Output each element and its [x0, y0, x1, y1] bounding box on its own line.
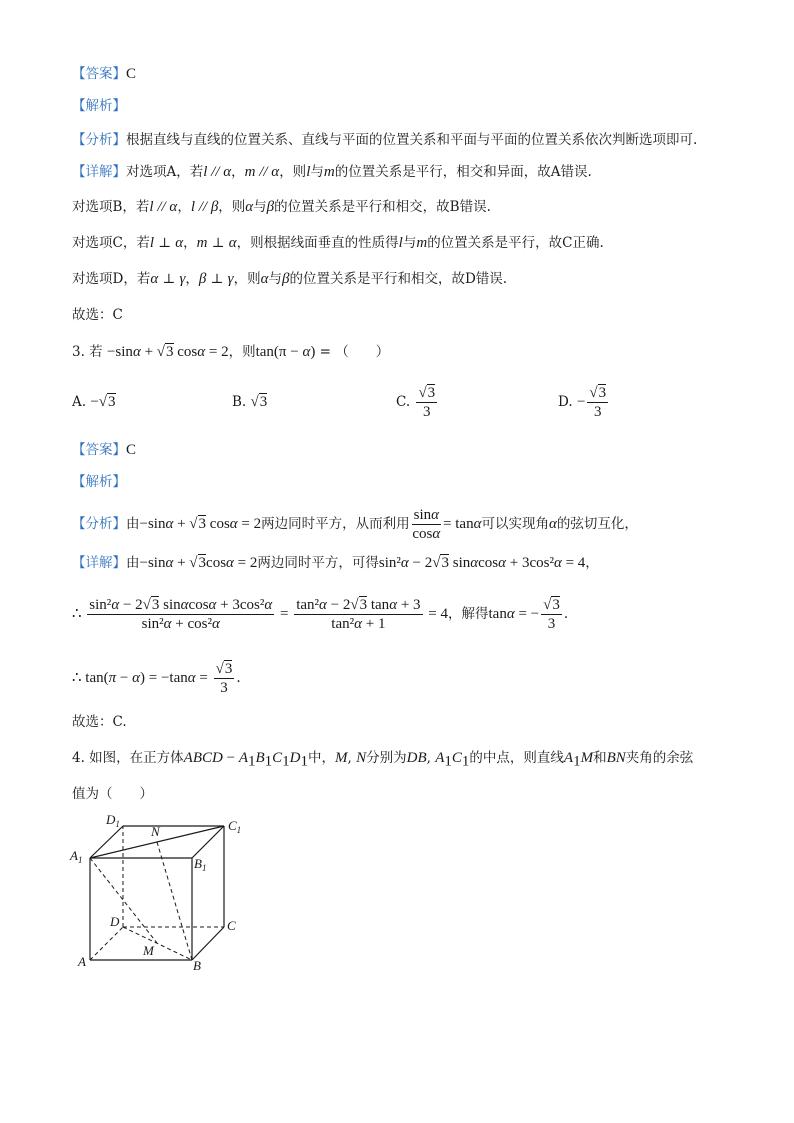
analysis-tag-3: 【解析】: [72, 474, 126, 490]
label-b: B: [193, 958, 201, 973]
analysis-tag: 【解析】: [72, 98, 126, 114]
q3-stem: 3. 若 −sinα + √3 cosα = 2，则tan(π − α) = （ ）: [72, 344, 390, 360]
q3-option-d[interactable]: D. − $\frac{√3}{3}$: [558, 385, 607, 420]
q4-stem-1: 4. 如图，在正方体ABCD − $A_1B_1C_1D_1$中，M, N分别为DB, $A_1C_1$的中点，则直线$A_1M$和BN夹角的余弦: [72, 750, 694, 770]
q3-option-c[interactable]: C. $\frac{√3}{3}$: [396, 385, 436, 420]
q2-analysis-heading: [72, 96, 126, 116]
q3-detail-3: ∴ tan(π − α) = −tanα = $\frac{√3}{3}$ .: [72, 661, 241, 696]
cube-figure: [66, 810, 246, 980]
detail-tag-3: 【详解】: [72, 555, 126, 571]
label-n: N: [151, 824, 160, 839]
label-b1: $B_1$: [194, 856, 207, 873]
q2-fenxi-line: [72, 130, 697, 150]
label-a: A: [78, 954, 86, 969]
q3-fenxi-line: 【分析】由−sinα + √3 cosα = 2两边同时平方，从而利用 $\frac{\sin\alpha}{\cos\alpha}$ = tanα可以实现角α的弦切互化，: [72, 507, 638, 542]
label-d1: $D_1$: [106, 812, 120, 829]
label-c1: $C_1$: [228, 818, 242, 835]
fenxi-tag-3: 【分析】: [72, 516, 126, 532]
answer-value-3: C: [126, 442, 137, 458]
q4-stem-2: 值为（ ）: [72, 786, 153, 802]
q3-detail-1: 【详解】由−sinα + √3cosα = 2两边同时平方，可得sin²α − 2√3 sinαcosα + 3cos²α = 4，: [72, 555, 599, 571]
q2-fenxi-text: 根据直线与直线的位置关系、直线与平面的位置关系和平面与平面的位置关系依次判断选项即可.: [126, 132, 698, 148]
q2-detail-d: 对选项D，若α ⊥ γ，β ⊥ γ，则α与β的位置关系是平行和相交，故D错误.: [72, 271, 508, 287]
answer-tag-3: 【答案】: [72, 442, 126, 458]
q2-detail-c: 对选项C，若l ⊥ α，m ⊥ α，则根据线面垂直的性质得l与m的位置关系是平行，故C正确.: [72, 235, 604, 251]
q3-analysis-heading: [72, 472, 126, 492]
q2-choice: 故选：C: [72, 307, 123, 323]
q3-detail-2: ∴ $\frac{\text{sin²α − 2√3 sinαcosα + 3cos²α}}{\text{sin²α + cos²α}}$ = $\frac{\text{tan²α − 2√3 tanα + 3}}{\text{tan²α + 1}}$ = 4，解得tanα = − $\frac{√3}{3}$ .: [72, 597, 569, 632]
q2-detail-a: 【详解】对选项A，若l // α，m // α，则l与m的位置关系是平行，相交和异面，故A错误.: [72, 164, 592, 180]
edge-b-c: [192, 927, 224, 960]
label-c: C: [227, 918, 236, 933]
label-a1: $A_1$: [70, 848, 83, 865]
q3-choice: 故选：C.: [72, 714, 127, 730]
answer-tag: 【答案】: [72, 66, 126, 82]
detail-tag: 【详解】: [72, 164, 126, 180]
q3-answer-line: [72, 440, 136, 460]
q2-detail-b: 对选项B，若l // α，l // β，则α与β的位置关系是平行和相交，故B错误.: [72, 199, 491, 215]
q3-option-b[interactable]: B. √3: [232, 394, 268, 410]
q2-answer-line: [72, 64, 136, 84]
label-d: D: [110, 914, 120, 929]
label-m: M: [143, 943, 154, 958]
hidden-b-n: [157, 842, 192, 960]
edge-a1-d1: [90, 826, 123, 858]
answer-value: C: [126, 66, 137, 82]
q3-option-a[interactable]: A. −√3: [72, 394, 116, 410]
edge-b1-c1: [192, 826, 224, 858]
hidden-d-b: [123, 927, 192, 960]
fenxi-tag: 【分析】: [72, 132, 126, 148]
hidden-a-d: [90, 927, 123, 960]
